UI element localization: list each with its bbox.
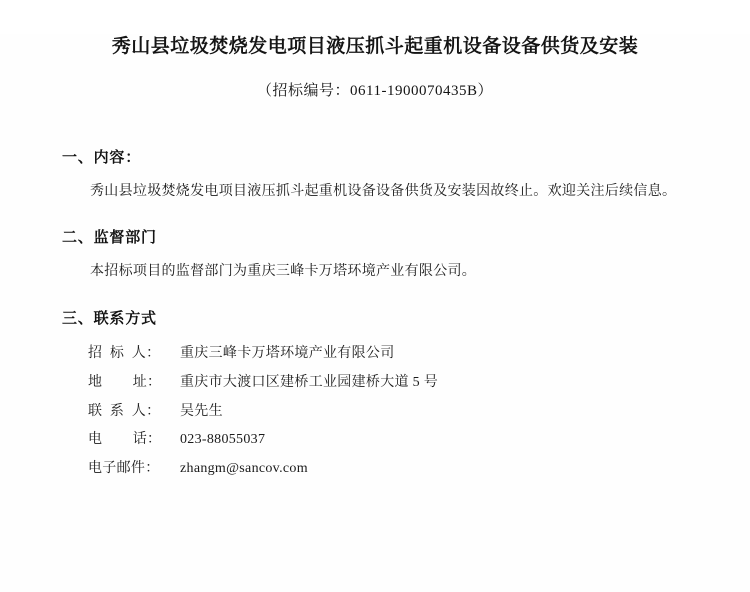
document-body <box>62 146 690 484</box>
list-item <box>62 340 690 369</box>
section-heading-supervision: 二、监督部门 <box>62 230 157 247</box>
contact-value-address: 重庆市大渡口区建桥工业园建桥大道 5 号 <box>180 375 438 391</box>
contact-label-address: 地 址： <box>88 375 162 391</box>
section-contact <box>62 307 690 483</box>
document-page <box>0 34 750 592</box>
tender-number: （招标编号：0611-1900070435B） <box>257 82 493 99</box>
contact-label-phone: 电 话： <box>88 432 162 448</box>
list-item <box>62 398 690 427</box>
contact-value-phone: 023-88055037 <box>180 432 266 448</box>
list-item <box>62 369 690 398</box>
section-paragraph-content: 秀山县垃圾焚烧发电项目液压抓斗起重机设备设备供货及安装因故终止。欢迎关注后续信息。 <box>90 183 677 199</box>
section-paragraph-supervision: 本招标项目的监督部门为重庆三峰卡万塔环境产业有限公司。 <box>90 264 477 280</box>
contact-list <box>62 340 690 483</box>
list-item <box>62 426 690 455</box>
list-item <box>62 455 690 484</box>
contact-label-person: 联 系 人： <box>88 403 161 419</box>
contact-value-tenderer: 重庆三峰卡万塔环境产业有限公司 <box>180 346 395 362</box>
contact-label-tenderer: 招 标 人： <box>88 346 161 362</box>
section-heading-content: 一、内容： <box>62 149 142 166</box>
page-title: 秀山县垃圾焚烧发电项目液压抓斗起重机设备设备供货及安装 <box>111 36 639 57</box>
section-heading-contact: 三、联系方式 <box>62 311 157 328</box>
contact-value-person: 吴先生 <box>180 403 223 419</box>
section-supervision <box>62 226 690 285</box>
contact-label-email: 电子邮件： <box>88 461 160 477</box>
contact-value-email: zhangm@sancov.com <box>180 461 308 477</box>
section-content <box>62 146 690 205</box>
